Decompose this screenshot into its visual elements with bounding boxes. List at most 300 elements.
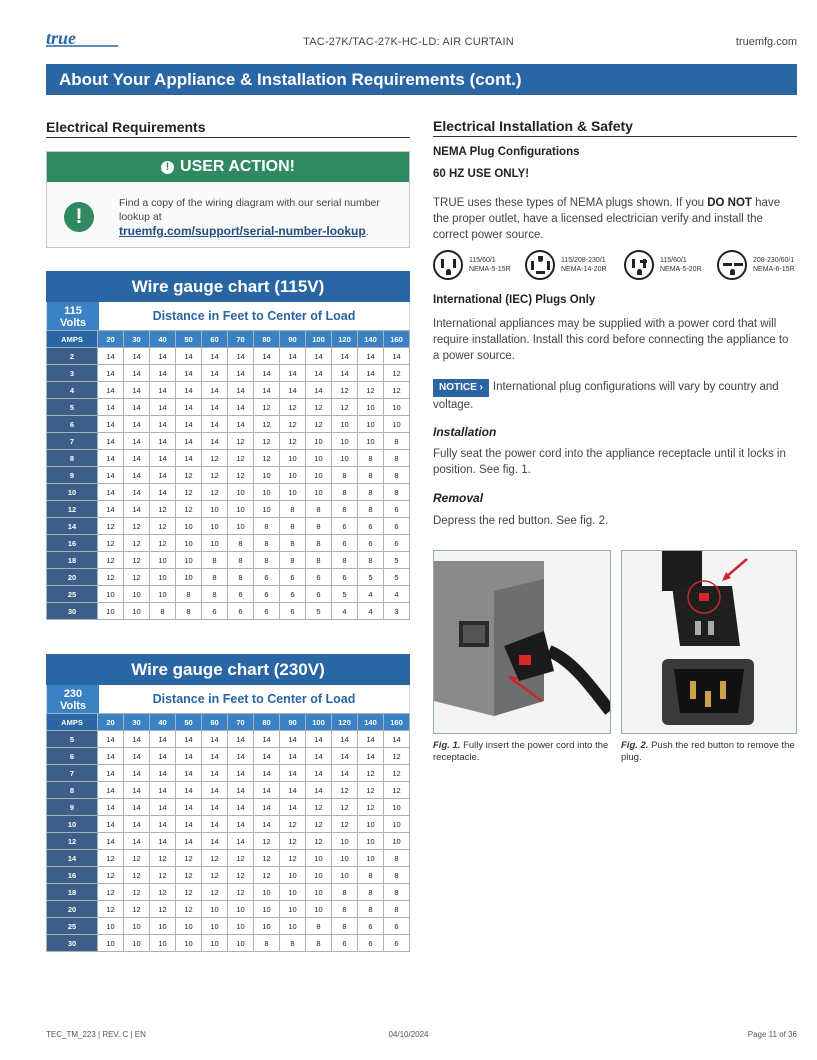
gauge-cell: 3	[384, 603, 410, 620]
gauge-cell: 14	[176, 382, 202, 399]
figure-2-caption: Fig. 2. Push the red button to remove the plug.	[621, 740, 795, 763]
removal-text: Depress the red button. See fig. 2.	[433, 515, 609, 527]
gauge-cell: 14	[150, 765, 176, 782]
gauge-cell: 14	[124, 348, 150, 365]
gauge-cell: 12	[202, 450, 228, 467]
gauge-cell: 14	[280, 748, 306, 765]
gauge-cell: 8	[202, 569, 228, 586]
gauge-cell: 8	[358, 884, 384, 901]
gauge-cell: 12	[254, 399, 280, 416]
gauge-cell: 12	[98, 901, 124, 918]
wire-gauge-table	[46, 713, 410, 952]
gauge-cell: 8	[384, 450, 410, 467]
gauge-cell: 14	[124, 450, 150, 467]
gauge-cell: 14	[98, 765, 124, 782]
user-action-box	[46, 151, 410, 248]
table-row	[47, 748, 410, 765]
gauge-cell: 8	[280, 935, 306, 952]
gauge-cell: 12	[228, 450, 254, 467]
nema-heading: NEMA Plug Configurations	[433, 146, 580, 158]
gauge-cell: 8	[306, 518, 332, 535]
gauge-cell: 12	[306, 816, 332, 833]
gauge-cell: 10	[254, 918, 280, 935]
gauge-cell: 14	[228, 416, 254, 433]
gauge-cell: 14	[202, 833, 228, 850]
gauge-cell: 14	[98, 467, 124, 484]
gauge-cell: 8	[358, 867, 384, 884]
distance-column-header: 50	[176, 714, 202, 731]
gauge-cell: 14	[358, 748, 384, 765]
gauge-cell: 12	[150, 501, 176, 518]
gauge-cell: 14	[228, 748, 254, 765]
gauge-cell: 12	[98, 552, 124, 569]
gauge-cell: 14	[176, 782, 202, 799]
gauge-cell: 8	[228, 569, 254, 586]
gauge-cell: 10	[306, 867, 332, 884]
gauge-cell: 14	[124, 765, 150, 782]
distance-column-header: 60	[202, 331, 228, 348]
gauge-cell: 8	[332, 484, 358, 501]
gauge-cell: 8	[358, 901, 384, 918]
gauge-cell: 14	[98, 348, 124, 365]
gauge-cell: 12	[332, 799, 358, 816]
gauge-cell: 6	[254, 569, 280, 586]
gauge-cell: 14	[98, 484, 124, 501]
gauge-cell: 12	[124, 867, 150, 884]
table-row	[47, 603, 410, 620]
gauge-cell: 12	[332, 399, 358, 416]
amps-cell: 30	[47, 935, 98, 952]
gauge-cell: 8	[332, 501, 358, 518]
gauge-cell: 14	[228, 382, 254, 399]
header-url[interactable]: truemfg.com	[735, 36, 797, 48]
table-row	[47, 731, 410, 748]
distance-column-header: 20	[98, 714, 124, 731]
gauge-cell: 10	[280, 450, 306, 467]
gauge-cell: 14	[124, 833, 150, 850]
table-header-row	[47, 714, 410, 731]
gauge-cell: 10	[306, 484, 332, 501]
gauge-cell: 14	[98, 833, 124, 850]
amps-cell: 16	[47, 867, 98, 884]
table-row	[47, 365, 410, 382]
gauge-cell: 10	[358, 433, 384, 450]
gauge-cell: 10	[306, 433, 332, 450]
gauge-cell: 12	[98, 850, 124, 867]
distance-column-header: 20	[98, 331, 124, 348]
gauge-cell: 14	[254, 799, 280, 816]
gauge-cell: 10	[176, 569, 202, 586]
gauge-cell: 6	[306, 586, 332, 603]
gauge-cell: 12	[280, 433, 306, 450]
gauge-cell: 14	[98, 450, 124, 467]
gauge-cell: 12	[150, 884, 176, 901]
amps-cell: 7	[47, 765, 98, 782]
gauge-cell: 12	[98, 518, 124, 535]
gauge-cell: 14	[176, 450, 202, 467]
gauge-cell: 10	[384, 799, 410, 816]
gauge-cell: 10	[280, 484, 306, 501]
gauge-cell: 14	[254, 748, 280, 765]
gauge-cell: 12	[150, 850, 176, 867]
gauge-cell: 14	[332, 731, 358, 748]
gauge-cell: 12	[124, 850, 150, 867]
gauge-cell: 8	[332, 901, 358, 918]
gauge-cell: 14	[254, 816, 280, 833]
gauge-cell: 12	[280, 416, 306, 433]
amps-cell: 18	[47, 884, 98, 901]
gauge-cell: 12	[176, 901, 202, 918]
gauge-cell: 6	[384, 535, 410, 552]
gauge-cell: 12	[124, 552, 150, 569]
gauge-cell: 10	[98, 603, 124, 620]
gauge-cell: 14	[124, 501, 150, 518]
gauge-cell: 12	[98, 867, 124, 884]
amps-cell: 12	[47, 501, 98, 518]
gauge-cell: 12	[150, 535, 176, 552]
distance-column-header: 90	[280, 714, 306, 731]
gauge-cell: 14	[332, 348, 358, 365]
gauge-cell: 14	[150, 833, 176, 850]
gauge-cell: 14	[202, 382, 228, 399]
gauge-cell: 4	[358, 586, 384, 603]
gauge-cell: 8	[202, 586, 228, 603]
amps-cell: 30	[47, 603, 98, 620]
wire-gauge-chart-115v	[46, 271, 410, 620]
outlet-5-20r-icon	[624, 250, 654, 280]
gauge-cell: 14	[332, 748, 358, 765]
gauge-cell: 10	[254, 484, 280, 501]
gauge-cell: 14	[280, 348, 306, 365]
footer-page-number: Page 11 of 36	[747, 1030, 797, 1039]
gauge-cell: 14	[124, 382, 150, 399]
gauge-cell: 14	[98, 416, 124, 433]
gauge-cell: 6	[358, 918, 384, 935]
gauge-cell: 8	[384, 467, 410, 484]
gauge-cell: 14	[150, 748, 176, 765]
gauge-cell: 12	[176, 501, 202, 518]
gauge-cell: 8	[332, 467, 358, 484]
gauge-cell: 10	[124, 586, 150, 603]
gauge-cell: 10	[384, 399, 410, 416]
gauge-cell: 12	[202, 850, 228, 867]
gauge-cell: 14	[98, 816, 124, 833]
amps-cell: 25	[47, 918, 98, 935]
distance-column-header: 40	[150, 331, 176, 348]
gauge-cell: 14	[150, 782, 176, 799]
gauge-cell: 14	[202, 365, 228, 382]
gauge-cell: 10	[358, 416, 384, 433]
gauge-cell: 14	[228, 833, 254, 850]
gauge-cell: 10	[124, 918, 150, 935]
gauge-cell: 4	[332, 603, 358, 620]
gauge-cell: 10	[358, 833, 384, 850]
gauge-cell: 8	[280, 552, 306, 569]
gauge-cell: 5	[306, 603, 332, 620]
gauge-cell: 12	[358, 382, 384, 399]
gauge-cell: 14	[124, 433, 150, 450]
alert-icon: !	[161, 161, 174, 174]
gauge-cell: 8	[176, 586, 202, 603]
gauge-cell: 12	[280, 833, 306, 850]
distance-column-header: 100	[306, 331, 332, 348]
installation-heading: Installation	[433, 425, 497, 439]
gauge-cell: 10	[384, 833, 410, 850]
gauge-cell: 14	[306, 748, 332, 765]
table-row	[47, 416, 410, 433]
gauge-cell: 6	[228, 603, 254, 620]
table-row	[47, 535, 410, 552]
gauge-cell: 14	[124, 748, 150, 765]
gauge-cell: 6	[384, 501, 410, 518]
gauge-cell: 10	[358, 850, 384, 867]
gauge-cell: 8	[254, 552, 280, 569]
gauge-cell: 14	[280, 799, 306, 816]
gauge-cell: 10	[384, 816, 410, 833]
gauge-cell: 14	[254, 382, 280, 399]
gauge-cell: 6	[280, 586, 306, 603]
gauge-cell: 14	[306, 782, 332, 799]
gauge-cell: 14	[202, 816, 228, 833]
gauge-cell: 10	[98, 586, 124, 603]
gauge-cell: 10	[228, 518, 254, 535]
gauge-cell: 14	[306, 765, 332, 782]
gauge-cell: 8	[384, 867, 410, 884]
table-row	[47, 586, 410, 603]
gauge-cell: 14	[280, 782, 306, 799]
gauge-cell: 10	[202, 518, 228, 535]
gauge-cell: 12	[176, 884, 202, 901]
gauge-cell: 14	[150, 450, 176, 467]
gauge-cell: 12	[124, 884, 150, 901]
gauge-cell: 5	[384, 552, 410, 569]
section-banner: About Your Appliance & Installation Requirements (cont.)	[46, 64, 797, 95]
gauge-cell: 10	[306, 850, 332, 867]
gauge-cell: 8	[254, 935, 280, 952]
outlet-5-15r-icon	[433, 250, 463, 280]
gauge-cell: 14	[384, 731, 410, 748]
gauge-cell: 10	[228, 501, 254, 518]
distance-column-header: 30	[124, 714, 150, 731]
gauge-cell: 12	[150, 518, 176, 535]
amps-cell: 18	[47, 552, 98, 569]
installation-text: Fully seat the power cord into the appliance receptacle until it locks in position. See fig. 1.	[433, 448, 786, 476]
gauge-cell: 10	[384, 416, 410, 433]
gauge-cell: 5	[384, 569, 410, 586]
gauge-cell: 10	[150, 569, 176, 586]
gauge-cell: 10	[306, 884, 332, 901]
gauge-cell: 10	[306, 467, 332, 484]
gauge-cell: 12	[254, 833, 280, 850]
gauge-cell: 14	[228, 816, 254, 833]
distance-column-header: 40	[150, 714, 176, 731]
gauge-cell: 12	[202, 484, 228, 501]
gauge-cell: 8	[384, 884, 410, 901]
gauge-cell: 12	[280, 399, 306, 416]
table-row	[47, 569, 410, 586]
gauge-cell: 10	[280, 901, 306, 918]
gauge-cell: 10	[124, 603, 150, 620]
electrical-requirements-heading: Electrical Requirements	[46, 119, 410, 138]
amps-cell: 3	[47, 365, 98, 382]
gauge-cell: 14	[150, 799, 176, 816]
gauge-cell: 14	[150, 484, 176, 501]
table-row	[47, 552, 410, 569]
gauge-cell: 10	[306, 450, 332, 467]
gauge-cell: 6	[280, 603, 306, 620]
gauge-cell: 12	[280, 850, 306, 867]
gauge-cell: 12	[306, 799, 332, 816]
gauge-cell: 14	[124, 782, 150, 799]
gauge-cell: 12	[202, 467, 228, 484]
gauge-cell: 14	[124, 799, 150, 816]
gauge-cell: 12	[176, 467, 202, 484]
gauge-cell: 14	[228, 765, 254, 782]
gauge-cell: 12	[254, 433, 280, 450]
gauge-cell: 14	[176, 348, 202, 365]
gauge-cell: 14	[176, 433, 202, 450]
distance-column-header: 120	[332, 714, 358, 731]
gauge-cell: 10	[332, 833, 358, 850]
amps-cell: 5	[47, 399, 98, 416]
distance-label: Distance in Feet to Center of Load	[152, 692, 356, 706]
gauge-cell: 12	[124, 518, 150, 535]
serial-lookup-link[interactable]: truemfg.com/support/serial-number-lookup	[119, 224, 366, 238]
gauge-cell: 12	[176, 484, 202, 501]
gauge-cell: 12	[202, 867, 228, 884]
gauge-cell: 8	[306, 935, 332, 952]
table-row	[47, 467, 410, 484]
gauge-cell: 12	[228, 850, 254, 867]
gauge-cell: 6	[358, 935, 384, 952]
gauge-cell: 10	[150, 935, 176, 952]
gauge-cell: 8	[306, 552, 332, 569]
distance-column-header: 60	[202, 714, 228, 731]
gauge-cell: 8	[332, 884, 358, 901]
gauge-cell: 12	[150, 867, 176, 884]
gauge-cell: 8	[306, 535, 332, 552]
amps-cell: 14	[47, 850, 98, 867]
user-action-title: ! USER ACTION!	[47, 152, 409, 182]
removal-heading: Removal	[433, 491, 484, 505]
amps-cell: 7	[47, 433, 98, 450]
gauge-cell: 10	[176, 918, 202, 935]
gauge-cell: 14	[150, 433, 176, 450]
wire-gauge-chart-230v	[46, 654, 410, 952]
gauge-cell: 12	[280, 816, 306, 833]
gauge-cell: 14	[202, 348, 228, 365]
amps-cell: 8	[47, 450, 98, 467]
gauge-cell: 8	[176, 603, 202, 620]
gauge-cell: 10	[332, 416, 358, 433]
amps-cell: 8	[47, 782, 98, 799]
gauge-cell: 14	[228, 399, 254, 416]
gauge-cell: 8	[280, 501, 306, 518]
gauge-cell: 12	[306, 833, 332, 850]
gauge-cell: 14	[358, 348, 384, 365]
gauge-cell: 14	[202, 799, 228, 816]
gauge-cell: 12	[384, 382, 410, 399]
gauge-cell: 10	[150, 552, 176, 569]
gauge-cell: 12	[98, 535, 124, 552]
gauge-cell: 12	[384, 748, 410, 765]
gauge-cell: 6	[306, 569, 332, 586]
gauge-cell: 14	[228, 731, 254, 748]
nema-intro: TRUE uses these types of NEMA plugs shown. If you DO NOT have the proper outlet, have a licensed electrician verify and install the correct power source.	[433, 197, 781, 241]
gauge-cell: 12	[228, 433, 254, 450]
gauge-cell: 14	[98, 365, 124, 382]
gauge-cell: 10	[254, 884, 280, 901]
gauge-cell: 8	[306, 918, 332, 935]
gauge-cell: 14	[124, 399, 150, 416]
gauge-cell: 10	[332, 450, 358, 467]
gauge-cell: 14	[98, 433, 124, 450]
gauge-cell: 14	[98, 799, 124, 816]
gauge-cell: 8	[280, 518, 306, 535]
distance-column-header: 120	[332, 331, 358, 348]
table-row	[47, 348, 410, 365]
amps-cell: 10	[47, 816, 98, 833]
gauge-cell: 14	[332, 365, 358, 382]
distance-column-header: 80	[254, 331, 280, 348]
gauge-cell: 10	[176, 535, 202, 552]
gauge-cell: 10	[202, 901, 228, 918]
gauge-cell: 10	[306, 901, 332, 918]
gauge-cell: 14	[124, 731, 150, 748]
gauge-cell: 8	[228, 552, 254, 569]
gauge-cell: 12	[306, 416, 332, 433]
gauge-cell: 14	[202, 433, 228, 450]
amps-header: AMPS	[47, 331, 98, 348]
exclamation-icon: !	[64, 202, 94, 232]
gauge-cell: 6	[332, 535, 358, 552]
table-row	[47, 399, 410, 416]
gauge-cell: 8	[384, 901, 410, 918]
chart-title: Wire gauge chart (115V)	[46, 271, 410, 302]
gauge-cell: 10	[150, 918, 176, 935]
amps-cell: 6	[47, 748, 98, 765]
user-action-text: Find a copy of the wiring diagram with our serial number lookup at truemfg.com/support/serial-number-lookup.	[119, 197, 380, 238]
gauge-cell: 12	[124, 569, 150, 586]
gauge-cell: 14	[228, 365, 254, 382]
gauge-cell: 12	[384, 782, 410, 799]
amps-cell: 20	[47, 901, 98, 918]
gauge-cell: 14	[202, 416, 228, 433]
distance-column-header: 140	[358, 331, 384, 348]
table-row	[47, 867, 410, 884]
gauge-cell: 12	[384, 365, 410, 382]
gauge-cell: 10	[202, 935, 228, 952]
gauge-cell: 14	[176, 748, 202, 765]
outlet-6-15r-icon	[717, 250, 747, 280]
intl-heading: International (IEC) Plugs Only	[433, 294, 596, 306]
gauge-cell: 14	[124, 467, 150, 484]
gauge-cell: 14	[150, 382, 176, 399]
gauge-cell: 14	[176, 399, 202, 416]
gauge-cell: 12	[384, 765, 410, 782]
gauge-cell: 8	[202, 552, 228, 569]
gauge-cell: 6	[384, 918, 410, 935]
gauge-cell: 8	[358, 552, 384, 569]
amps-cell: 16	[47, 535, 98, 552]
gauge-cell: 14	[124, 416, 150, 433]
distance-column-header: 30	[124, 331, 150, 348]
gauge-cell: 6	[202, 603, 228, 620]
nema-plug-row: 115/60/1 NEMA-5-15R 115/208-230/1 NEMA-14-20R 115/60/1 NEMA-5-20R 208-230/60/1 NEMA-6-15R	[433, 250, 803, 286]
gauge-cell: 12	[98, 884, 124, 901]
gauge-cell: 6	[332, 569, 358, 586]
amps-cell: 10	[47, 484, 98, 501]
